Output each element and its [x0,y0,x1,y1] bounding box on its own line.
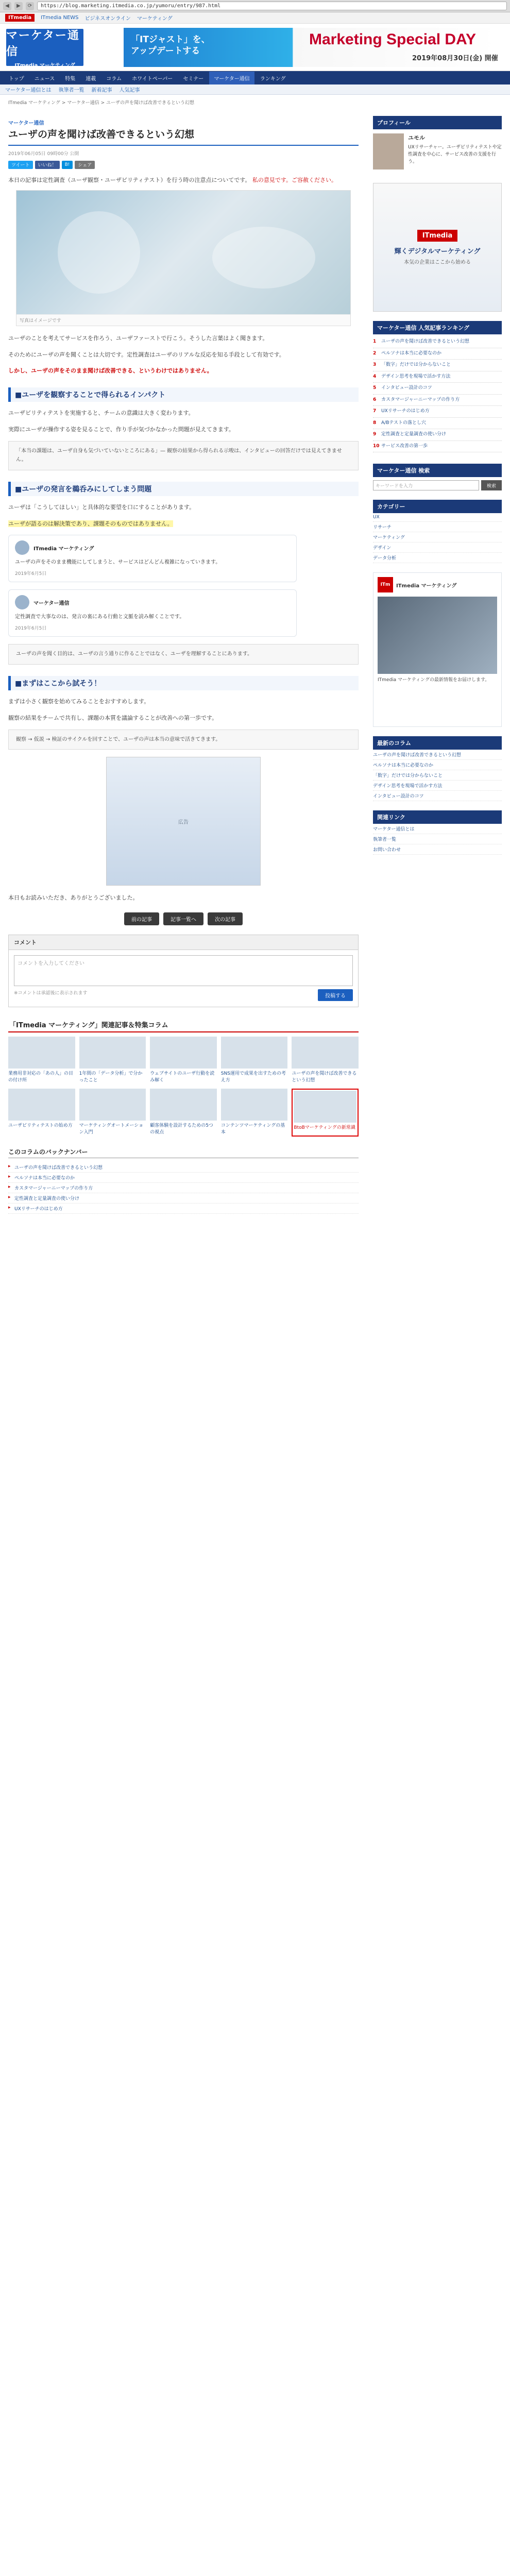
share-button[interactable]: シェア [75,161,95,169]
ranking-title: A/Bテストの落とし穴 [381,420,427,426]
ranking-title: 「数字」だけでは分からないこと [381,362,451,367]
sub-nav-popular[interactable]: 人気記事 [119,88,140,93]
article-date: 2019年06月05日 09時00分 公開 [8,151,79,157]
social-text: ITmedia マーケティングの最新情報をお届けします。 [378,677,490,683]
related-card-title: マーケティングオートメーション入門 [79,1123,144,1136]
related-card[interactable] [150,1089,217,1137]
author-block [373,116,502,174]
related-card-highlight[interactable] [292,1089,359,1137]
sub-nav-about[interactable]: マーケター通信とは [5,88,52,93]
article-list-button[interactable]: 記事一覧へ [163,912,203,925]
share-buttons [8,161,359,169]
hero-shape-1 [58,211,140,294]
site-header [0,24,510,71]
nav-item-feature[interactable]: 特集 [65,76,76,82]
ranking-item[interactable] [373,418,502,430]
rank-number: 6 [373,397,377,402]
banner-date: 2019年08月30日(金) 開催 [412,55,498,62]
nav-item-top[interactable]: トップ [9,76,24,82]
recent-heading: 最新のコラム [373,736,502,750]
ranking-item[interactable] [373,383,502,395]
logo-subtitle: ITmedia マーケティング [14,62,75,69]
category-item[interactable]: データ分析 [373,553,502,563]
ranking-title: サービス改善の第一歩 [381,443,428,449]
inline-ad[interactable]: 広告 [106,757,261,886]
social-header [378,577,497,592]
comment-input[interactable]: コメントを入力してください [14,955,353,986]
back-icon[interactable]: ◀ [3,2,11,10]
section3-paragraph-1: まずは小さく観察を始めてみることをおすすめします。 [8,698,150,705]
author-heading: プロフィール [373,116,502,129]
rank-number: 7 [373,409,377,414]
related-card[interactable] [8,1089,75,1137]
related-thumbnail [8,1037,75,1069]
section-heading-3: ■まずはここから試そう！ [8,676,359,690]
rank-number: 10 [373,443,380,449]
recent-item[interactable]: ペルソナは本当に必要なのか [373,760,502,770]
category-item[interactable]: デザイン [373,543,502,553]
backnumber-list [8,1162,359,1214]
sidebar-ad[interactable] [373,183,502,312]
intro-paragraph-1: ユーザのことを考えてサービスを作ろう、ユーザファーストで行こう。そうした言葉はよく聞きます。 [8,334,268,342]
hero-caption: 写真はイメージです [16,314,350,326]
rank-number: 8 [373,420,377,426]
ranking-block [373,321,502,454]
related-card-title: ユーザの声を聞けば改善できるという幻想 [292,1071,357,1083]
article-category[interactable]: マーケター通信 [8,121,44,126]
ranking-title: ユーザの声を聞けば改善できるという幻想 [381,339,470,344]
links-list [373,824,502,855]
tweet-author[interactable]: ITmedia マーケティング [33,546,94,552]
related-thumbnail [150,1037,217,1069]
nav-item-series[interactable]: 連載 [86,76,96,82]
lead-text: 本日の記事は定性調査（ユーザ観察・ユーザビリティテスト）を行う時の注意点についてです。 [8,176,251,183]
banner-left-text: 「ITジャスト」を、 アップデートする [131,35,210,57]
category-item[interactable]: リサーチ [373,522,502,532]
rank-number: 5 [373,385,377,391]
recent-item[interactable]: 「数字」だけでは分からないこと [373,770,502,781]
recent-item[interactable]: ユーザの声を聞けば改善できるという幻想 [373,750,502,760]
recent-item[interactable]: インタビュー設計のコツ [373,791,502,801]
rank-number: 1 [373,339,377,344]
nav-item-news[interactable]: ニュース [34,76,55,82]
intro-highlight: しかし、ユーザの声をそのまま聞けば改善できる、というわけではありません。 [8,367,213,375]
ad-badge: ITmedia [417,230,458,242]
intro-paragraph-2: そのためにユーザの声を聞くことは大切です。定性調査はユーザのリアルな反応を知る手段として有効です。 [8,351,285,358]
site-logo[interactable] [6,29,83,69]
related-thumbnail [221,1037,288,1069]
related-thumbnail [150,1089,217,1121]
ranking-title: ペルソナは本当に必要なのか [381,350,442,356]
related-thumbnail [292,1037,359,1069]
ad-subtitle: 本気の企業はここから始める [404,259,471,265]
author-profile [373,129,502,174]
tweet-body: 定性調査で大事なのは、発言の裏にある行動と文脈を読み解くことです。 [15,614,185,620]
top-link-news[interactable]: ITmedia NEWS [41,15,79,21]
hatena-button[interactable]: B! [62,161,73,169]
related-card[interactable] [292,1037,359,1084]
tweet-author[interactable]: マーケター通信 [33,600,70,606]
top-link-business[interactable]: ビジネスオンライン [84,16,131,22]
section2-paragraph-2 [8,519,359,529]
ranking-title: インタビュー設計のコツ [381,385,432,391]
link-item[interactable]: お問い合わせ [373,844,502,855]
closing-paragraph: 本日もお読みいただき、ありがとうございました。 [8,894,139,902]
prev-article-button[interactable]: 前の記事 [124,912,159,925]
embedded-tweet-1[interactable] [8,535,297,582]
reload-icon[interactable]: ⟳ [26,2,34,10]
embedded-tweet-2[interactable] [8,589,297,637]
ranking-title: 定性調査と定量調査の使い分け [381,432,447,437]
sub-nav-authors[interactable]: 執筆者一覧 [58,88,84,93]
ranking-item[interactable] [373,336,502,348]
comment-body [9,950,358,1007]
section3-paragraph-2: 観察の結果をチームで共有し、課題の本質を議論することが改善への第一歩です。 [8,714,218,721]
top-link-marketing[interactable]: マーケティング [137,16,173,22]
ranking-list [373,334,502,454]
tweet-date: 2019年6月5日 [15,626,47,632]
category-heading: カテゴリー [373,500,502,513]
tweet-date: 2019年6月5日 [15,571,47,577]
nav-item-whitepaper[interactable]: ホワイトペーパー [132,76,173,82]
section1-paragraph-1: ユーザビリティテストを実施すると、チームの意識は大きく変わります。 [8,410,194,417]
related-thumbnail [79,1037,146,1069]
itmedia-logo[interactable]: ITmedia [5,14,35,22]
tweet-header [15,540,290,555]
section-heading-2: ■ユーザの発言を鵜呑みにしてしまう問題 [8,482,359,496]
social-image [378,597,497,674]
related-grid [8,1037,359,1137]
related-card-title: ウェブサイトのユーザ行動を読み解く [150,1071,215,1083]
ranking-item[interactable] [373,406,502,418]
tweet-header [15,595,290,609]
related-card[interactable] [221,1037,288,1084]
backnumber-heading: このコラムのバックナンバー [8,1146,359,1158]
comment-section [8,935,359,1007]
related-thumbnail [294,1091,356,1123]
backnumber-item[interactable]: ▸ 定性調査と定量調査の使い分け [8,1193,359,1204]
banner-title: Marketing Special DAY [309,31,477,48]
ad-title: 輝くデジタルマーケティング [394,247,481,256]
sub-nav [0,84,510,95]
social-embed[interactable] [373,572,502,727]
links-block [373,810,502,855]
search-button[interactable]: 検索 [481,480,502,490]
avatar [15,595,29,609]
ranking-item[interactable] [373,371,502,383]
main-nav [0,71,510,84]
nav-item-seminar[interactable]: セミナー [183,76,204,82]
related-card-title: 1年間の「データ分析」で分かったこと [79,1071,143,1083]
post-comment-button[interactable]: 投稿する [318,989,353,1001]
rank-number: 9 [373,432,377,437]
search-block [373,464,502,490]
related-card[interactable] [150,1037,217,1084]
related-card-title: BtoBマーケティングの新常識 [294,1125,355,1130]
like-button[interactable]: いいね！ [35,161,60,169]
ranking-title: デザイン思考を現場で活かす方法 [381,374,451,379]
recent-list [373,750,502,801]
next-article-button[interactable]: 次の記事 [208,912,243,925]
article-title: ユーザの声を聞けば改善できるという幻想 [8,128,359,146]
related-thumbnail [8,1089,75,1121]
related-card-title: コンテンツマーケティングの基本 [220,1123,285,1136]
related-card-title: ユーザビリティテストの始め方 [8,1123,73,1128]
related-card-title: 顧客体験を設計するための5つの視点 [150,1123,213,1136]
rank-number: 4 [373,374,377,379]
ranking-title: カスタマージャーニーマップの作り方 [381,397,460,402]
rank-number: 3 [373,362,377,367]
quote-block-3: 観察 → 仮説 → 検証のサイクルを回すことで、ユーザの声は本当の意味で活きてきます。 [8,730,359,750]
category-item[interactable]: UX [373,513,502,522]
link-item[interactable]: マーケター通信とは [373,824,502,834]
author-bio: UXリサーチャー。ユーザビリティテストや定性調査を中心に、サービス改善の支援を行う。 [408,144,502,165]
top-strip [0,12,510,24]
related-card[interactable] [79,1089,146,1137]
author-name[interactable]: ユモル [408,134,425,141]
category-list [373,513,502,563]
related-card-title: SNS運用で成果を出すための考え方 [220,1071,286,1083]
tweet-button[interactable]: ツイート [8,161,33,169]
forward-icon[interactable]: ▶ [14,2,23,10]
ranking-item[interactable] [373,429,502,441]
section1-paragraph-2: 実際にユーザが操作する姿を見ることで、作り手が気づかなかった問題が見えてきます。 [8,426,234,433]
social-account: ITmedia マーケティング [396,583,457,589]
link-item[interactable]: 執筆者一覧 [373,834,502,844]
avatar [15,540,29,555]
recent-item[interactable]: デザイン思考を現場で活かす方法 [373,781,502,791]
article-pager [8,912,359,925]
breadcrumb: ITmedia マーケティング > マーケター通信 > ユーザの声を聞けば改善できるという幻想 [8,100,195,106]
links-heading: 関連リンク [373,810,502,824]
search-form [373,480,502,490]
section2-paragraph-1: ユーザは「こうしてほしい」と具体的な要望を口にすることがあります。 [8,503,195,511]
sidebar-ad-block [373,183,502,312]
nav-item-ranking[interactable]: ランキング [260,76,286,82]
address-bar[interactable]: https://blog.marketing.itmedia.co.jp/yumoru/entry/987.html [37,2,507,10]
ranking-heading: マーケター通信 人気記事ランキング [373,321,502,334]
related-card[interactable] [79,1037,146,1084]
comment-note: ※コメントは承認後に表示されます [14,990,88,996]
article-lead [8,175,359,185]
sub-nav-new[interactable]: 新着記事 [91,88,112,93]
tweet-body: ユーザの声をそのまま機能にしてしまうと、サービスはどんどん複雑になっていきます。 [15,560,221,566]
rank-number: 2 [373,350,377,356]
sidebar [373,116,502,864]
itmedia-icon: ITm [378,577,393,592]
ranking-item[interactable] [373,360,502,371]
author-text [408,133,502,170]
main-column [8,118,359,1214]
related-card[interactable] [8,1037,75,1084]
related-card[interactable] [221,1089,288,1137]
header-banner-ad[interactable] [124,28,499,67]
social-block [373,572,502,727]
hero-shape-2 [212,227,315,289]
hero-image [16,191,350,314]
logo-title: マーケター通信 [6,29,80,58]
browser-toolbar [0,0,510,12]
category-block [373,500,502,563]
author-photo [373,133,404,170]
comment-footer [14,986,353,1001]
related-thumbnail [221,1089,288,1121]
hero-figure [16,190,351,326]
ranking-item[interactable] [373,348,502,360]
search-heading: マーケター通信 検索 [373,464,502,477]
search-input[interactable]: キーワードを入力 [373,480,479,490]
recent-block [373,736,502,801]
ranking-item[interactable] [373,395,502,406]
related-heading: 「ITmedia マーケティング」関連記事＆特集コラム [8,1018,359,1032]
related-card-title: 業務用非対応の「あの人」の目の付け所 [8,1071,74,1083]
quote-block-1: 「本当の課題は、ユーザ自身も気づいていないところにある」— 観察の結果から得られる示唆は、インタビューの回答だけでは見えてきません。 [8,441,359,470]
section2-marker: ユーザが語るのは解決策であり、課題そのものではありません。 [8,520,173,527]
lead-notice: 私の意見です。ご容赦ください。 [252,176,337,183]
nav-item-marketer[interactable]: マーケター通信 [209,72,254,84]
section-heading-1: ■ユーザを観察することで得られるインパクト [8,387,359,402]
related-thumbnail [79,1089,146,1121]
backnumber-item[interactable]: ▸ ユーザの声を聞けば改善できるという幻想 [8,1162,359,1173]
comment-heading: コメント [9,935,358,950]
backnumber-item[interactable]: ▸ カスタマージャーニーマップの作り方 [8,1183,359,1193]
ranking-item[interactable] [373,441,502,453]
quote-block-2: ユーザの声を聞く目的は、ユーザの言う通りに作ることではなく、ユーザを理解することにあります。 [8,644,359,665]
backnumber-item[interactable]: ▸ ペルソナは本当に必要なのか [8,1173,359,1183]
intro-paragraph-3 [8,366,359,376]
nav-item-column[interactable]: コラム [106,76,122,82]
backnumber-item[interactable]: ▸ UXリサーチのはじめ方 [8,1204,359,1214]
ranking-title: UXリサーチのはじめ方 [381,409,430,414]
category-item[interactable]: マーケティング [373,532,502,543]
